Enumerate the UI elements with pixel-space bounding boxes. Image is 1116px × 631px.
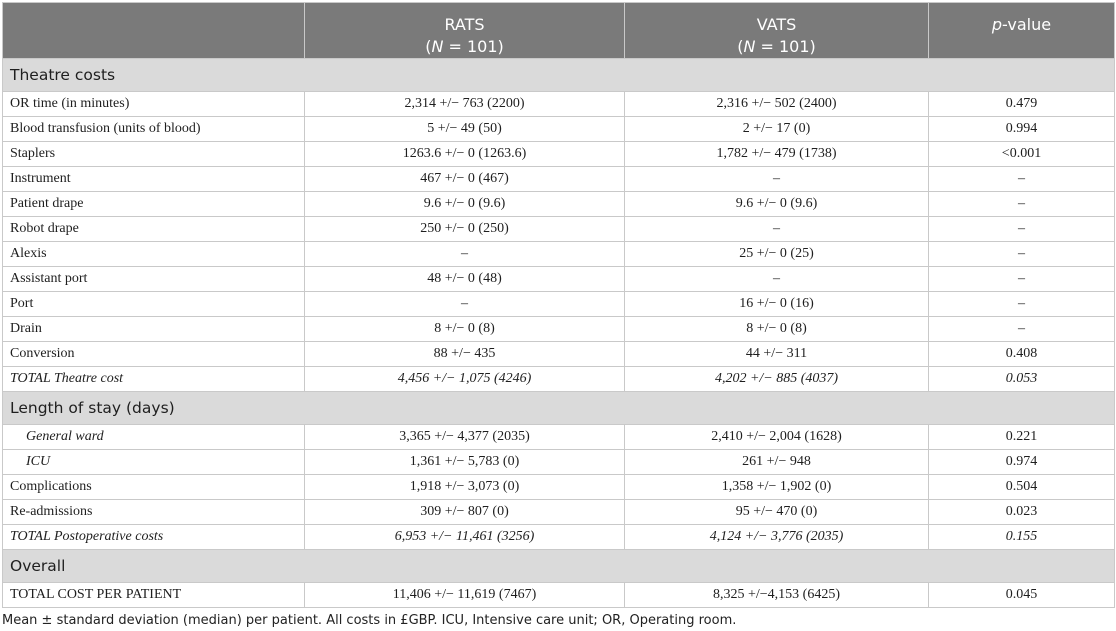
vats-cell: 9.6 +/− 0 (9.6) xyxy=(625,192,929,217)
cost-table xyxy=(2,2,1115,608)
vats-cell: 95 +/− 470 (0) xyxy=(625,500,929,525)
rats-cell: 11,406 +/− 11,619 (7467) xyxy=(305,583,625,608)
table-row xyxy=(3,167,1115,192)
table-row xyxy=(3,342,1115,367)
header-vats xyxy=(625,3,929,59)
table-row xyxy=(3,142,1115,167)
p-cell: 0.023 xyxy=(929,500,1115,525)
total-row xyxy=(3,525,1115,550)
p-cell: 0.408 xyxy=(929,342,1115,367)
p-cell: – xyxy=(929,217,1115,242)
rats-cell: – xyxy=(305,292,625,317)
vats-cell: 16 +/− 0 (16) xyxy=(625,292,929,317)
header-p-value: p-value xyxy=(929,3,1115,59)
header-row xyxy=(3,3,1115,59)
row-label: TOTAL Theatre cost xyxy=(3,367,305,392)
row-label: Complications xyxy=(3,475,305,500)
vats-cell: 1,358 +/− 1,902 (0) xyxy=(625,475,929,500)
row-label: ICU xyxy=(3,450,305,475)
vats-n: (N = 101) xyxy=(737,37,816,56)
row-label: Drain xyxy=(3,317,305,342)
vats-cell: 1,782 +/− 479 (1738) xyxy=(625,142,929,167)
table-row xyxy=(3,267,1115,292)
vats-cell: 44 +/− 311 xyxy=(625,342,929,367)
rats-title: RATS xyxy=(444,15,485,34)
row-label: TOTAL Postoperative costs xyxy=(3,525,305,550)
table-row xyxy=(3,192,1115,217)
section-title: Length of stay (days) xyxy=(3,392,1115,425)
rats-cell: 309 +/− 807 (0) xyxy=(305,500,625,525)
section-row-overall xyxy=(3,550,1115,583)
row-label: Assistant port xyxy=(3,267,305,292)
p-cell: – xyxy=(929,292,1115,317)
vats-cell: 4,124 +/− 3,776 (2035) xyxy=(625,525,929,550)
p-cell: – xyxy=(929,317,1115,342)
vats-cell: 25 +/− 0 (25) xyxy=(625,242,929,267)
rats-cell: 3,365 +/− 4,377 (2035) xyxy=(305,425,625,450)
table-row xyxy=(3,317,1115,342)
vats-cell: – xyxy=(625,167,929,192)
table-row xyxy=(3,500,1115,525)
table-footnote: Mean ± standard deviation (median) per patient. All costs in £GBP. ICU, Intensive care unit; OR, Operating room. xyxy=(2,613,737,628)
table-row xyxy=(3,425,1115,450)
vats-cell: – xyxy=(625,267,929,292)
rats-cell: – xyxy=(305,242,625,267)
rats-cell: 6,953 +/− 11,461 (3256) xyxy=(305,525,625,550)
rats-cell: 2,314 +/− 763 (2200) xyxy=(305,92,625,117)
vats-cell: 8,325 +/−4,153 (6425) xyxy=(625,583,929,608)
p-cell: 0.974 xyxy=(929,450,1115,475)
vats-cell: 2,410 +/− 2,004 (1628) xyxy=(625,425,929,450)
row-label: Blood transfusion (units of blood) xyxy=(3,117,305,142)
row-label: Robot drape xyxy=(3,217,305,242)
row-label: OR time (in minutes) xyxy=(3,92,305,117)
row-label: Port xyxy=(3,292,305,317)
table-row xyxy=(3,92,1115,117)
vats-cell: 4,202 +/− 885 (4037) xyxy=(625,367,929,392)
p-cell: 0.994 xyxy=(929,117,1115,142)
p-cell: – xyxy=(929,167,1115,192)
p-cell: <0.001 xyxy=(929,142,1115,167)
table-row xyxy=(3,242,1115,267)
table-row xyxy=(3,217,1115,242)
section-title: Overall xyxy=(3,550,1115,583)
rats-cell: 88 +/− 435 xyxy=(305,342,625,367)
p-cell: – xyxy=(929,242,1115,267)
p-cell: 0.479 xyxy=(929,92,1115,117)
row-label: Alexis xyxy=(3,242,305,267)
p-cell: 0.045 xyxy=(929,583,1115,608)
vats-cell: – xyxy=(625,217,929,242)
table-row xyxy=(3,450,1115,475)
rats-cell: 1,361 +/− 5,783 (0) xyxy=(305,450,625,475)
section-row-theatre xyxy=(3,59,1115,92)
p-cell: 0.155 xyxy=(929,525,1115,550)
p-cell: 0.504 xyxy=(929,475,1115,500)
p-cell: 0.053 xyxy=(929,367,1115,392)
rats-cell: 1263.6 +/− 0 (1263.6) xyxy=(305,142,625,167)
rats-cell: 4,456 +/− 1,075 (4246) xyxy=(305,367,625,392)
grand-total-row xyxy=(3,583,1115,608)
section-row-los xyxy=(3,392,1115,425)
rats-cell: 250 +/− 0 (250) xyxy=(305,217,625,242)
row-label: Re-admissions xyxy=(3,500,305,525)
table-row xyxy=(3,117,1115,142)
vats-cell: 261 +/− 948 xyxy=(625,450,929,475)
p-cell: – xyxy=(929,192,1115,217)
row-label: General ward xyxy=(3,425,305,450)
row-label: Staplers xyxy=(3,142,305,167)
table-row xyxy=(3,292,1115,317)
rats-cell: 1,918 +/− 3,073 (0) xyxy=(305,475,625,500)
p-cell: 0.221 xyxy=(929,425,1115,450)
total-row xyxy=(3,367,1115,392)
rats-cell: 48 +/− 0 (48) xyxy=(305,267,625,292)
rats-cell: 8 +/− 0 (8) xyxy=(305,317,625,342)
vats-title: VATS xyxy=(756,15,797,34)
vats-cell: 2 +/− 17 (0) xyxy=(625,117,929,142)
header-rats xyxy=(305,3,625,59)
row-label: Patient drape xyxy=(3,192,305,217)
section-title: Theatre costs xyxy=(3,59,1115,92)
table-row xyxy=(3,475,1115,500)
rats-cell: 9.6 +/− 0 (9.6) xyxy=(305,192,625,217)
header-blank xyxy=(3,3,305,59)
rats-cell: 5 +/− 49 (50) xyxy=(305,117,625,142)
vats-cell: 8 +/− 0 (8) xyxy=(625,317,929,342)
p-cell: – xyxy=(929,267,1115,292)
vats-cell: 2,316 +/− 502 (2400) xyxy=(625,92,929,117)
rats-n: (N = 101) xyxy=(425,37,504,56)
row-label: TOTAL COST PER PATIENT xyxy=(3,583,305,608)
rats-cell: 467 +/− 0 (467) xyxy=(305,167,625,192)
row-label: Conversion xyxy=(3,342,305,367)
row-label: Instrument xyxy=(3,167,305,192)
